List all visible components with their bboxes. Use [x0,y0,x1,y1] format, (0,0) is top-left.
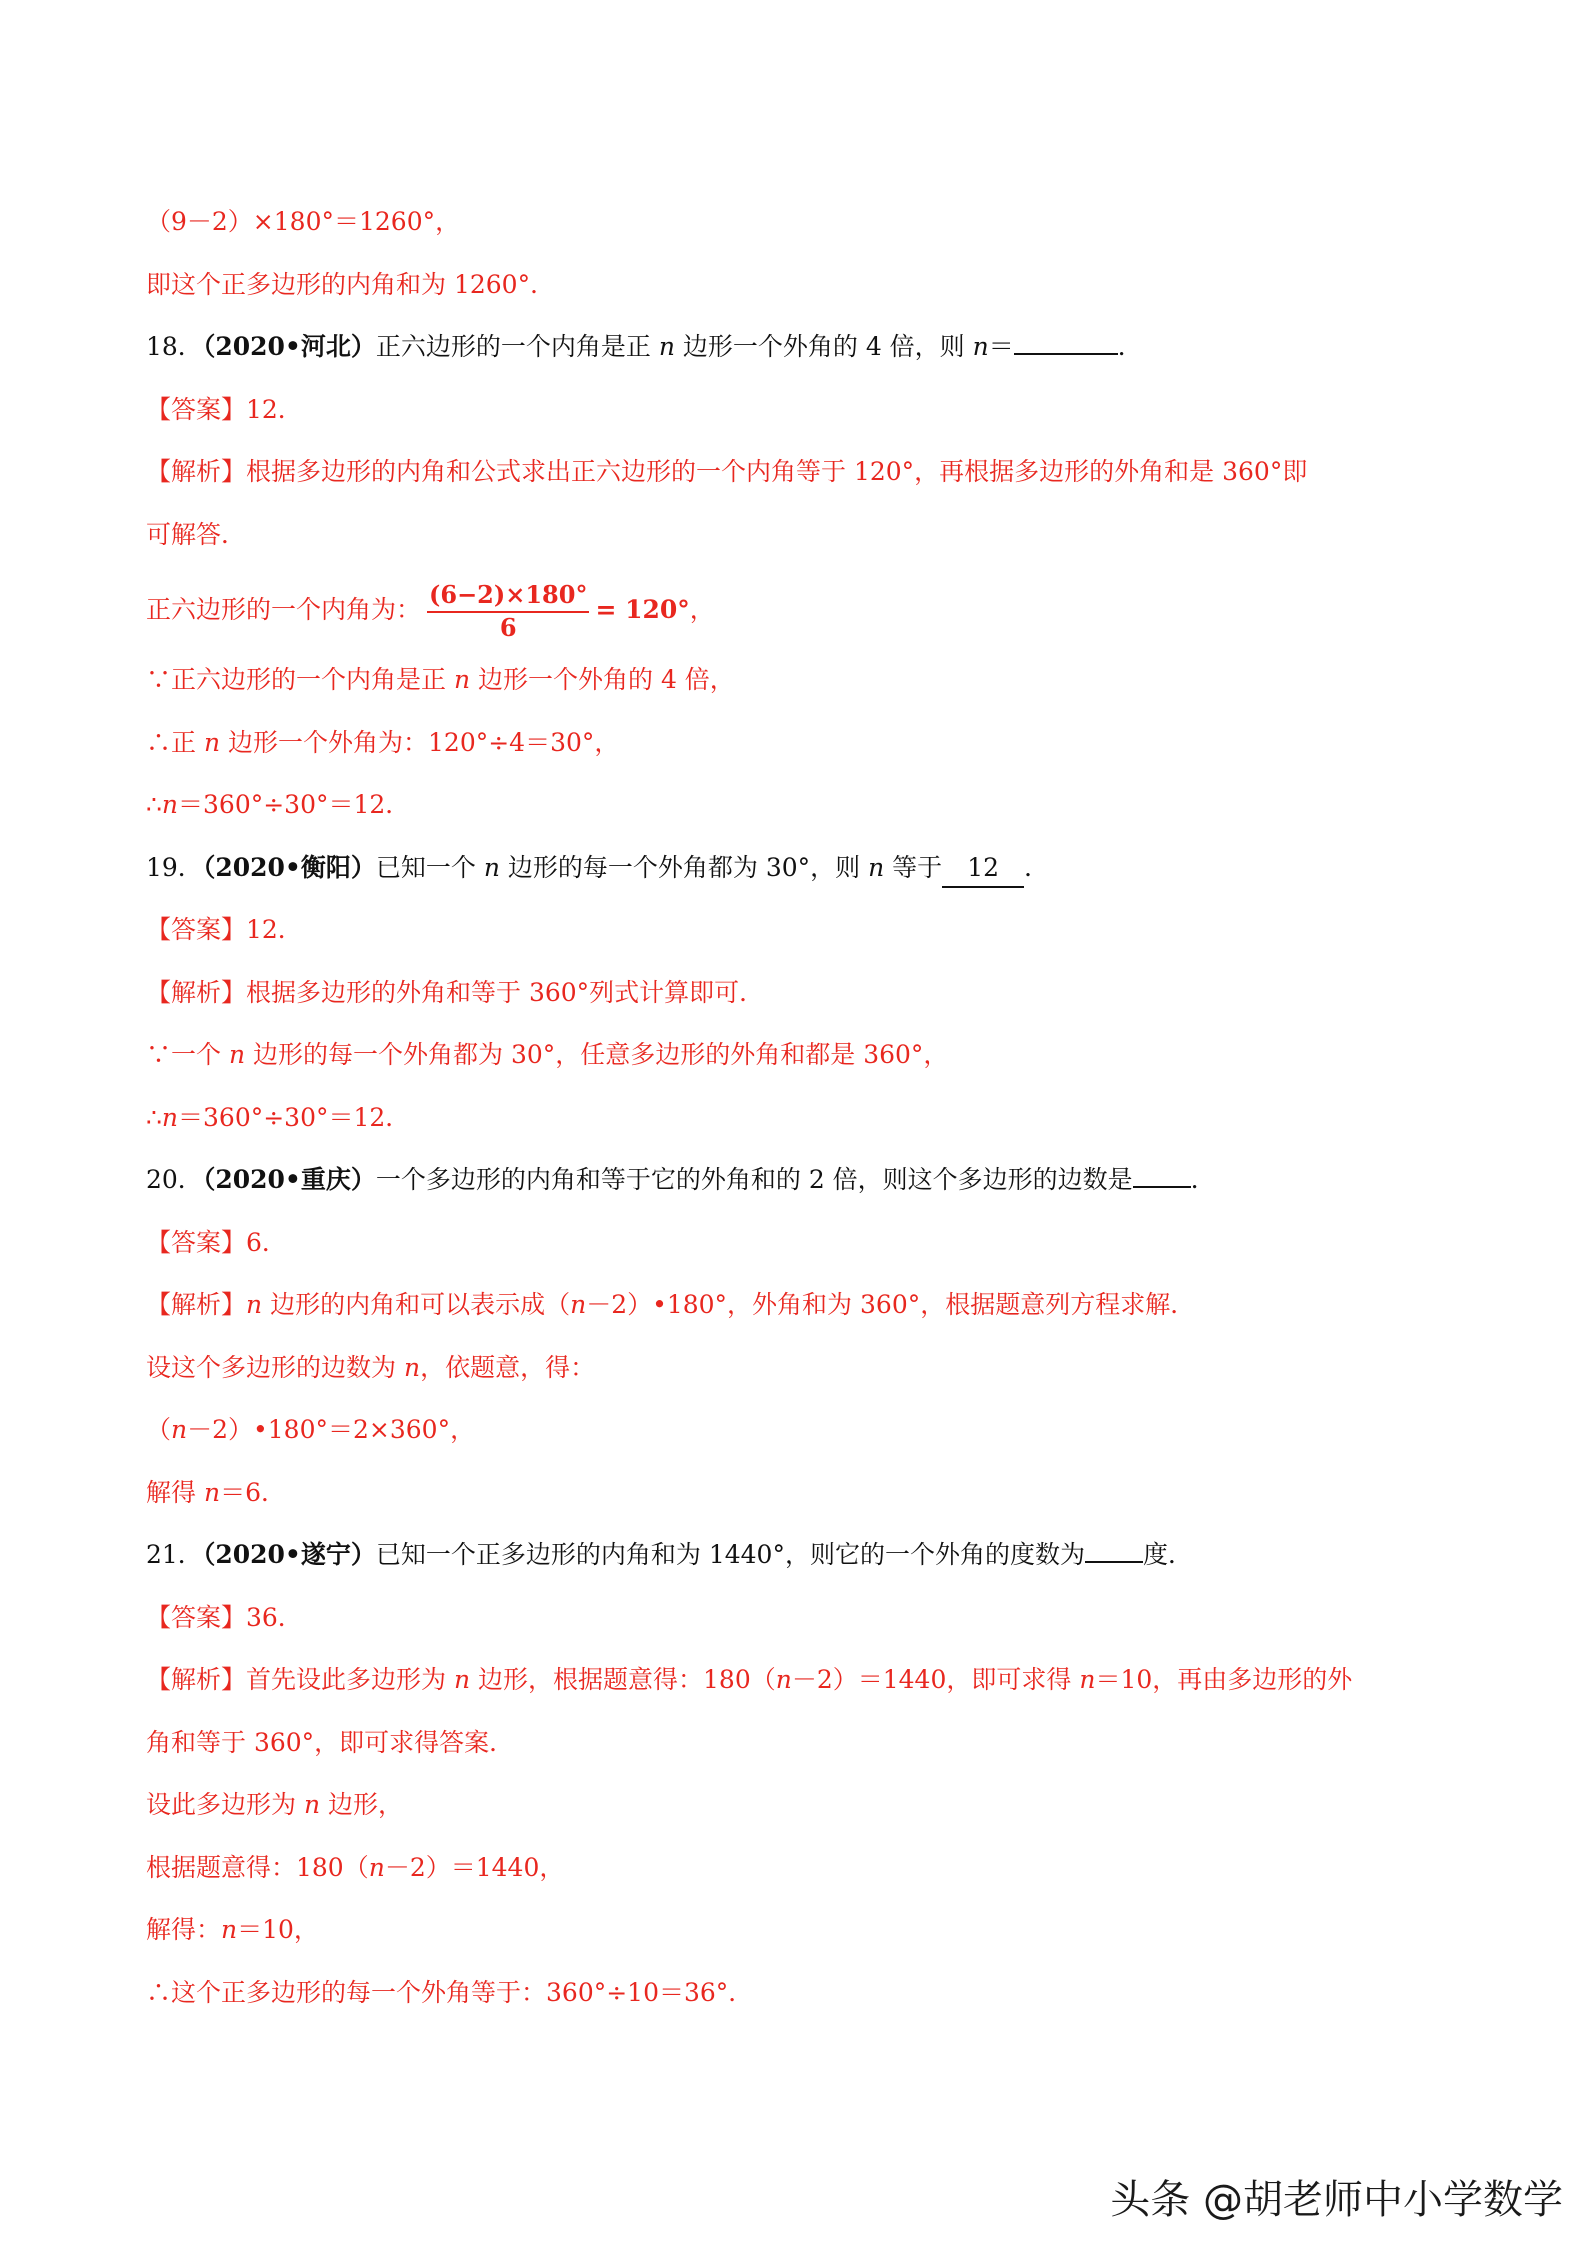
question-text: ． [1117,332,1143,361]
answer-blank: 12 [942,850,1024,888]
solution-line: 解得 n＝6． [146,1478,286,1507]
solution-line: 解得：n＝10， [146,1915,319,1944]
solution-line: ∴n＝360°÷30°＝12． [146,790,411,819]
question-text: ． [1024,853,1050,882]
question-text: 边形一个外角的 4 倍，则 [674,332,973,361]
watermark: 头条 @胡老师中小学数学 [1110,2177,1563,2223]
fraction-line [146,570,1467,650]
answer-blank [1085,1561,1143,1563]
solution-line: 即这个正多边形的内角和为 1260°． [146,270,556,299]
answer-line: 【答案】6． [146,1228,287,1257]
question-number: 20． [146,1165,203,1194]
question-source: （2020•重庆） [202,1165,376,1194]
explanation-line: 可解答． [146,520,247,549]
solution-line: （9－2）×180°＝1260°， [146,207,461,236]
answer-line: 【答案】36． [146,1603,303,1632]
question-number: 18． [146,332,203,361]
fraction-denominator: 6 [499,613,517,642]
question-text: 正六边形的一个内角是正 [375,332,659,361]
variable-n: n [658,332,675,361]
solution-line: 设此多边形为 n 边形， [146,1790,404,1819]
answer-line: 【答案】12． [146,915,303,944]
solution-line: 根据题意得：180（n－2）＝1440， [146,1853,565,1882]
solution-line: ∵一个 n 边形的每一个外角都为 30°，任意多边形的外角和都是 360°， [146,1040,949,1069]
explanation-line: 【解析】首先设此多边形为 n 边形，根据题意得：180（n－2）＝1440，即可求得 n＝10，再由多边形的外 [146,1665,1353,1694]
explanation-line: 【解析】根据多边形的内角和公式求出正六边形的一个内角等于 120°，再根据多边形的外角和是 360°即 [146,457,1308,486]
answer-blank [1014,353,1118,355]
question-text: 度． [1142,1540,1193,1569]
question-number: 21． [146,1540,203,1569]
question-text: ＝ [988,332,1014,361]
solution-line: 设这个多边形的边数为 n，依题意，得： [146,1353,596,1382]
question-text: 边形的每一个外角都为 30°，则 [499,853,869,882]
question-text: ． [1190,1165,1216,1194]
question-source: （2020•衡阳） [202,853,376,882]
question-text: 已知一个正多边形的内角和为 1440°，则它的一个外角的度数为 [375,1540,1085,1569]
question-20 [146,1162,1467,1198]
fraction-numerator: (6−2)×180° [427,580,589,613]
question-number: 19． [146,853,203,882]
answer-line: 【答案】12． [146,395,303,424]
question-text: 已知一个 [375,853,484,882]
question-source: （2020•河北） [202,332,376,361]
variable-n: n [868,853,885,882]
answer-blank [1133,1186,1191,1188]
variable-n: n [972,332,989,361]
question-21 [146,1537,1467,1573]
solution-line: ∴这个正多边形的每一个外角等于：360°÷10＝36°． [146,1978,754,2007]
explanation-line: 角和等于 360°，即可求得答案． [146,1728,515,1757]
explanation-line: 【解析】根据多边形的外角和等于 360°列式计算即可． [146,978,765,1007]
solution-line: ∴n＝360°÷30°＝12． [146,1103,411,1132]
variable-n: n [483,853,500,882]
solution-text: 正六边形的一个内角为： [146,595,422,624]
fraction [427,580,589,643]
solution-line: ∵正六边形的一个内角是正 n 边形一个外角的 4 倍， [146,665,735,694]
question-text: 一个多边形的内角和等于它的外角和的 2 倍，则这个多边形的边数是 [375,1165,1133,1194]
solution-line: ∴正 n 边形一个外角为：120°÷4＝30°， [146,728,620,757]
solution-text: ， [689,595,715,624]
fraction-result: = 120° [595,595,690,624]
explanation-line: 【解析】n 边形的内角和可以表示成（n－2）•180°，外角和为 360°，根据题意列方程求解． [146,1290,1196,1319]
question-19 [146,850,1467,888]
question-18 [146,329,1467,365]
question-text: 等于 [884,853,943,882]
question-source: （2020•遂宁） [202,1540,376,1569]
solution-line: （n－2）•180°＝2×360°， [146,1415,476,1444]
